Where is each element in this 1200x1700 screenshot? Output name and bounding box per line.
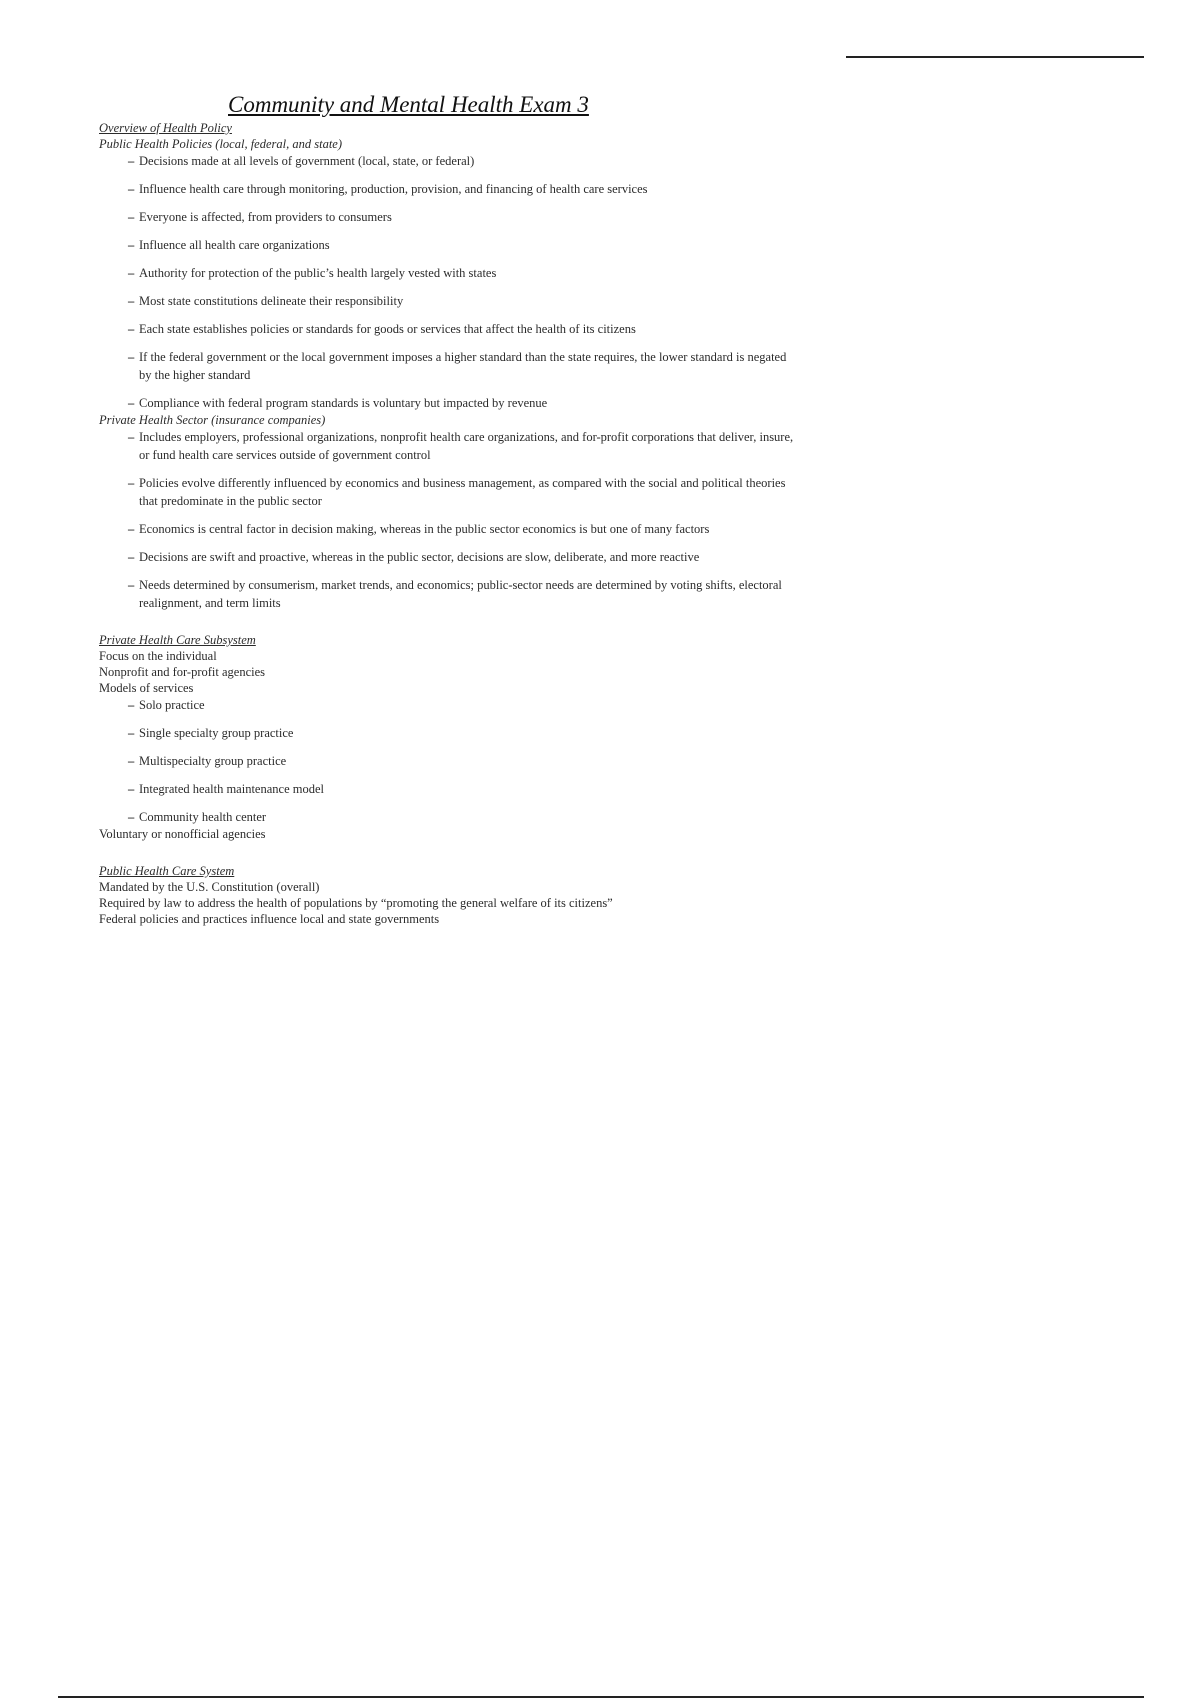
list-item: – Single specialty group practice	[99, 724, 799, 742]
list-item: – Decisions made at all levels of government (local, state, or federal)	[99, 152, 799, 170]
page-title: Community and Mental Health Exam 3	[228, 92, 589, 117]
list-item: – Authority for protection of the public’s health largely vested with states	[99, 264, 799, 282]
private-subsystem-heading: Private Health Care Subsystem	[99, 633, 256, 647]
list-item: – Economics is central factor in decision making, whereas in the public sector economics is but one of many factors	[99, 520, 799, 538]
list-item: – Multispecialty group practice	[99, 752, 799, 770]
public-system-section	[99, 864, 799, 927]
text-line: Voluntary or nonofficial agencies	[99, 827, 266, 841]
private-sector-heading: Private Health Sector (insurance companies)	[99, 413, 326, 427]
list-item: – Influence health care through monitoring, production, provision, and financing of health care services	[99, 180, 799, 198]
list-item: – Policies evolve differently influenced by economics and business management, as compared with the social and political theories that predominate in the public sector	[99, 474, 799, 510]
footer-rule	[58, 1696, 1144, 1698]
list-item: – Influence all health care organizations	[99, 236, 799, 254]
header-rule	[846, 56, 1144, 58]
text-line: Models of services	[99, 681, 194, 695]
text-line: Mandated by the U.S. Constitution (overall)	[99, 880, 320, 894]
list-item: – Decisions are swift and proactive, whereas in the public sector, decisions are slow, deliberate, and more reactive	[99, 548, 799, 566]
list-item: – Most state constitutions delineate their responsibility	[99, 292, 799, 310]
list-item: – Everyone is affected, from providers to consumers	[99, 208, 799, 226]
public-system-heading: Public Health Care System	[99, 864, 235, 878]
list-item: – Integrated health maintenance model	[99, 780, 799, 798]
list-item: – Needs determined by consumerism, market trends, and economics; public-sector needs are determined by voting shifts, electoral realignment, and term limits	[99, 576, 799, 612]
list-item: – Solo practice	[99, 696, 799, 714]
text-line: Required by law to address the health of populations by “promoting the general welfare of its citizens”	[99, 896, 613, 910]
text-line: Focus on the individual	[99, 649, 217, 663]
private-sector-list	[99, 428, 799, 612]
text-line: Federal policies and practices influence local and state governments	[99, 912, 440, 926]
list-item: – If the federal government or the local government imposes a higher standard than the state requires, the lower standard is negated by the higher standard	[99, 348, 799, 384]
text-line: Nonprofit and for-profit agencies	[99, 665, 266, 679]
list-item: – Compliance with federal program standards is voluntary but impacted by revenue	[99, 394, 799, 412]
list-item: – Community health center	[99, 808, 799, 826]
private-subsystem-section	[99, 633, 799, 842]
list-item: – Includes employers, professional organizations, nonprofit health care organizations, and for-profit corporations that deliver, insure, or fund health care services outside of government control	[99, 428, 799, 464]
list-item: – Each state establishes policies or standards for goods or services that affect the health of its citizens	[99, 320, 799, 338]
public-policies-heading: Public Health Policies (local, federal, and state)	[99, 137, 342, 151]
overview-heading: Overview of Health Policy	[99, 121, 232, 135]
public-policies-list	[99, 152, 799, 412]
document-body	[99, 90, 799, 927]
service-models-list	[99, 696, 799, 826]
